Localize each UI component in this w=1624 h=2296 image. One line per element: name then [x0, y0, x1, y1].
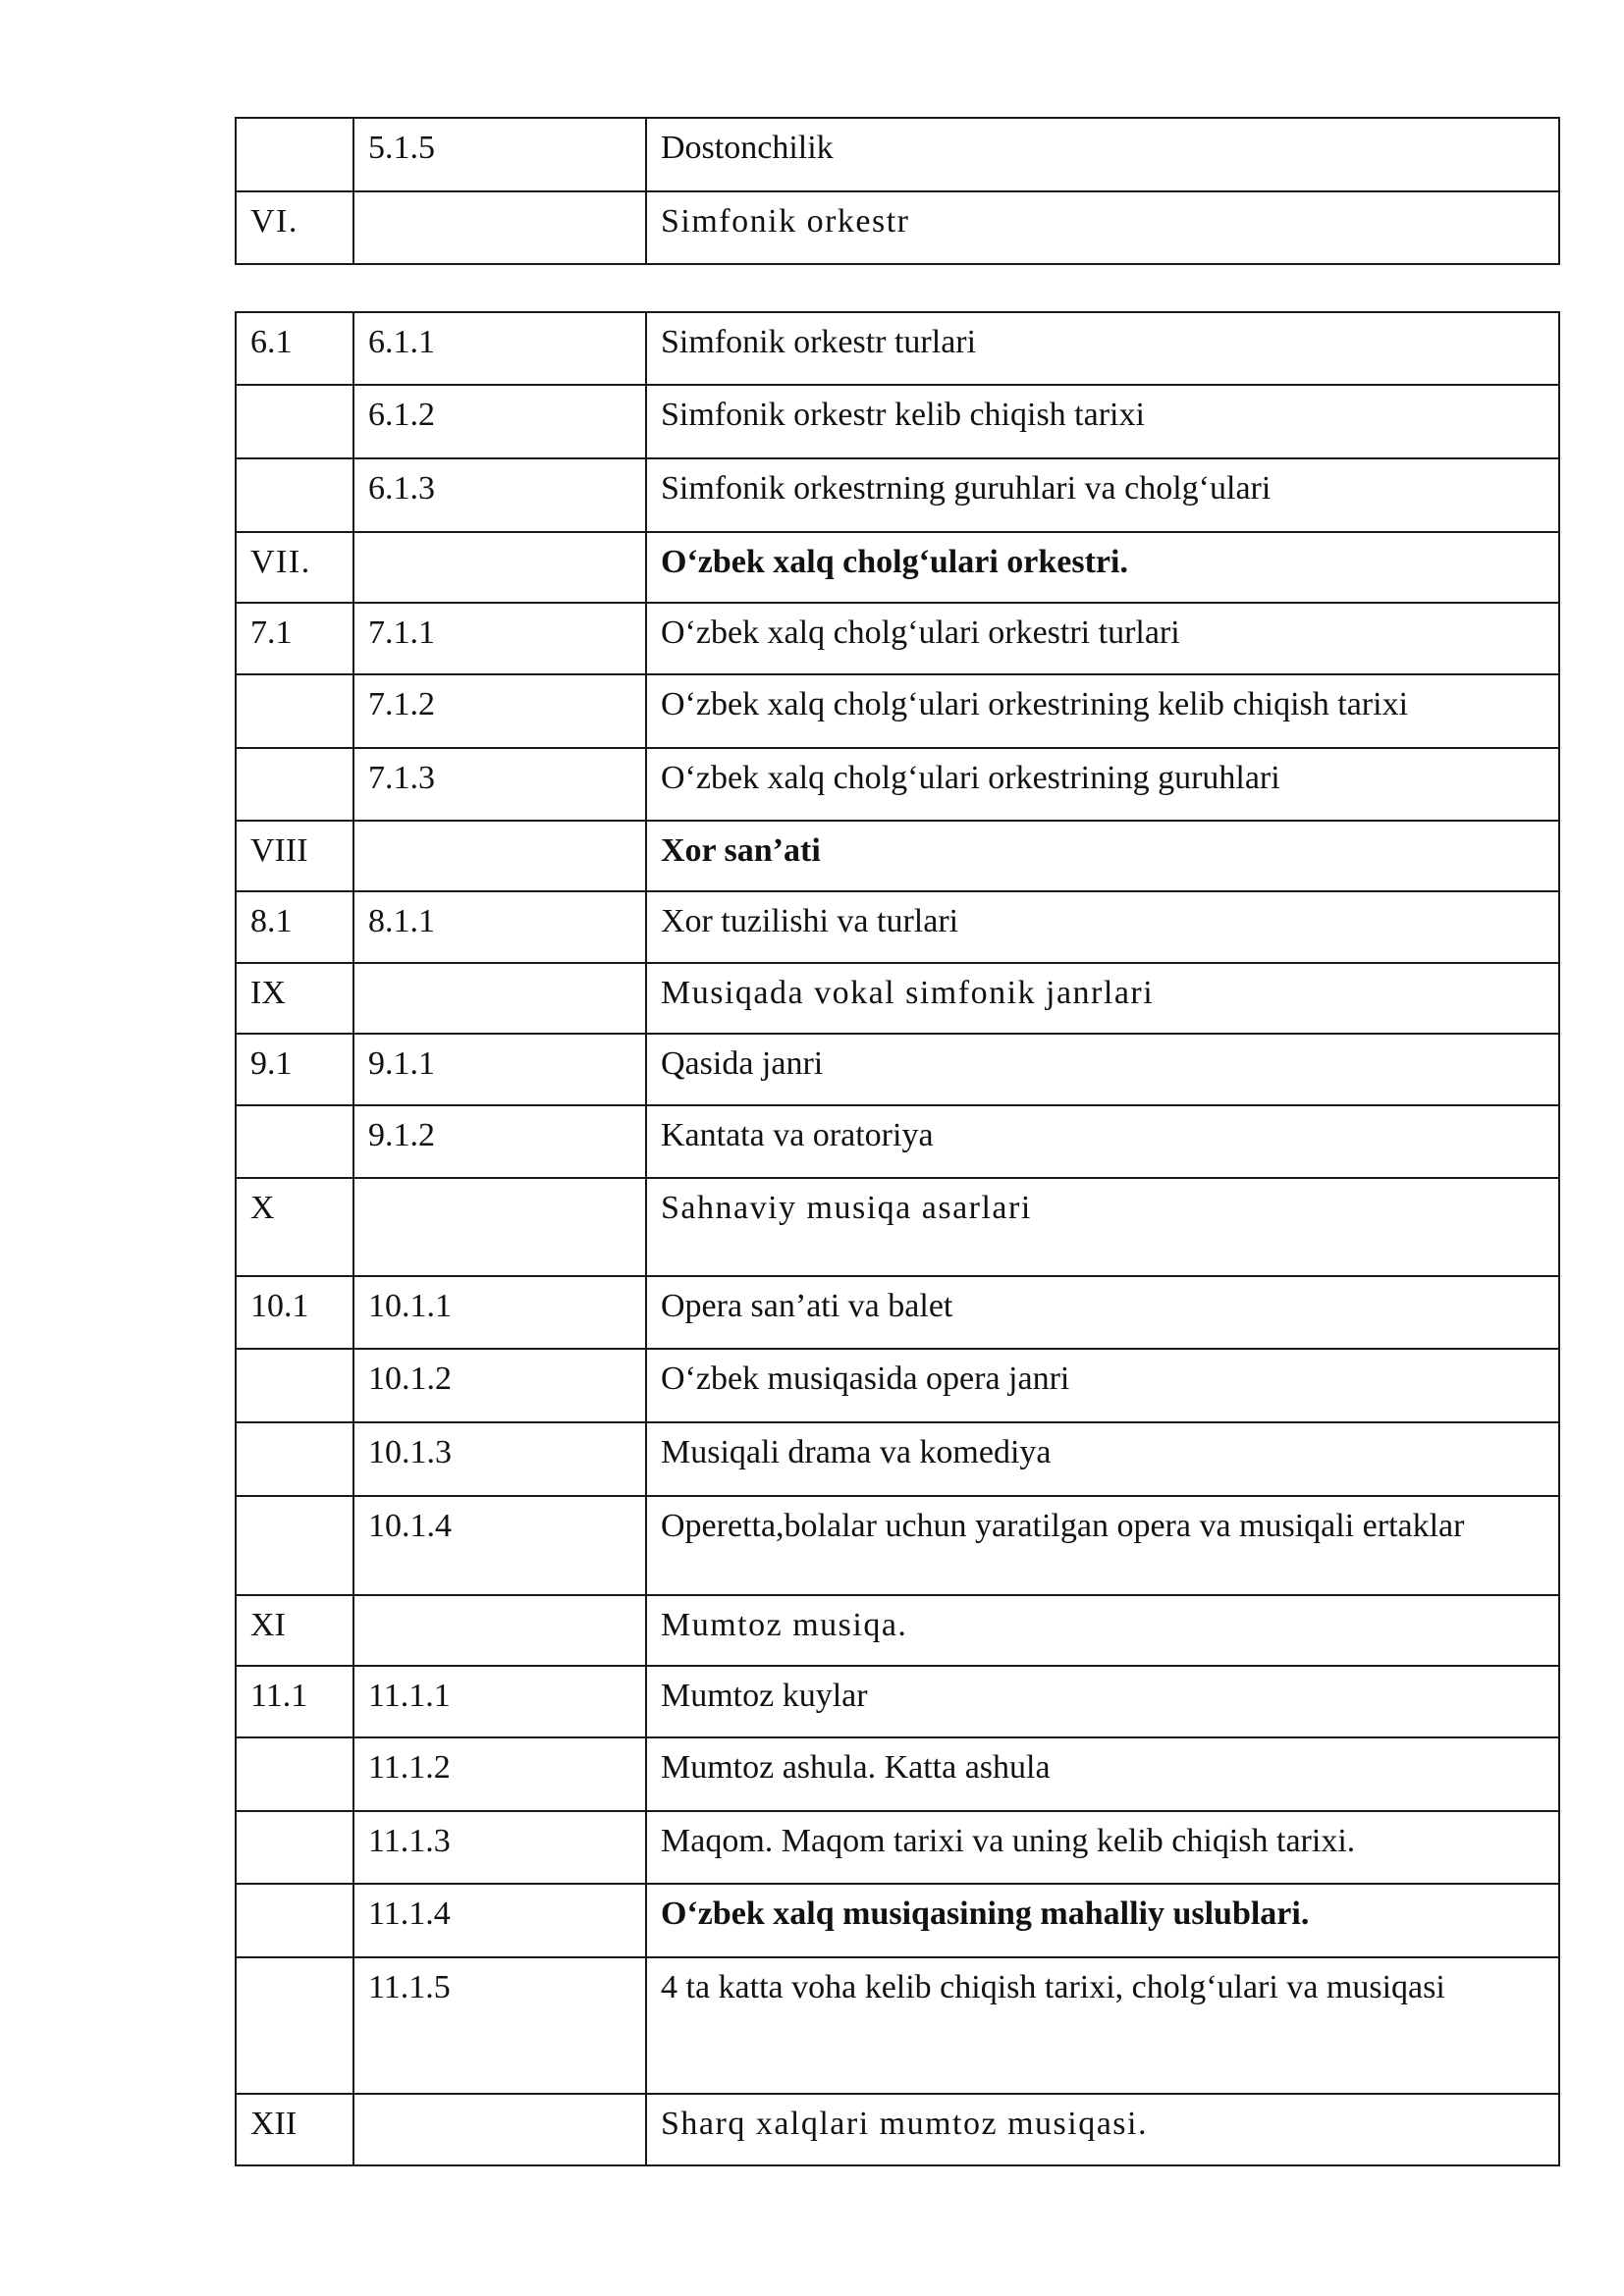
subsection-number-cell: 10.1.3: [353, 1422, 646, 1496]
section-number-cell: [236, 1349, 353, 1422]
subsection-number-cell: 9.1.2: [353, 1105, 646, 1178]
subsection-number-cell: 11.1.1: [353, 1666, 646, 1737]
topic-cell: Kantata va oratoriya: [646, 1105, 1559, 1178]
subsection-number-cell: [353, 1178, 646, 1276]
subsection-number-cell: 11.1.2: [353, 1737, 646, 1811]
topic-cell: O‘zbek xalq cholg‘ulari orkestrining kelib chiqish tarixi: [646, 674, 1559, 748]
section-title-cell: O‘zbek xalq musiqasining mahalliy uslublari.: [646, 1884, 1559, 1957]
subsection-number-cell: 9.1.1: [353, 1034, 646, 1105]
subsection-number-cell: 8.1.1: [353, 891, 646, 963]
topics-table-continuation: [235, 117, 1560, 265]
table-row: [236, 1105, 1559, 1178]
table-row: [236, 2094, 1559, 2165]
subsection-number-cell: [353, 191, 646, 264]
table-row: [236, 1349, 1559, 1422]
table-row: [236, 891, 1559, 963]
section-title-cell: Sahnaviy musiqa asarlari: [646, 1178, 1559, 1276]
section-number-cell: 11.1: [236, 1666, 353, 1737]
section-number-cell: IX: [236, 963, 353, 1034]
topic-cell: Simfonik orkestr kelib chiqish tarixi: [646, 385, 1559, 458]
topic-cell: Mumtoz ashula. Katta ashula: [646, 1737, 1559, 1811]
topic-cell: Simfonik orkestrning guruhlari va cholg‘ulari: [646, 458, 1559, 532]
section-number-cell: 10.1: [236, 1276, 353, 1349]
table-row: [236, 1034, 1559, 1105]
section-number-cell: [236, 1884, 353, 1957]
subsection-number-cell: 11.1.5: [353, 1957, 646, 2094]
table-row: [236, 458, 1559, 532]
table-row: [236, 963, 1559, 1034]
topic-cell: Xor tuzilishi va turlari: [646, 891, 1559, 963]
section-number-cell: [236, 385, 353, 458]
topic-cell: Simfonik orkestr turlari: [646, 312, 1559, 385]
section-number-cell: [236, 1105, 353, 1178]
table-row: [236, 748, 1559, 821]
topics-table: [235, 311, 1560, 2166]
section-title-cell: Musiqada vokal simfonik janrlari: [646, 963, 1559, 1034]
table-row: [236, 191, 1559, 264]
table-row: [236, 385, 1559, 458]
subsection-number-cell: 5.1.5: [353, 118, 646, 191]
section-number-cell: [236, 1496, 353, 1595]
table-row: [236, 821, 1559, 891]
table-row: [236, 1957, 1559, 2094]
subsection-number-cell: 7.1.1: [353, 603, 646, 674]
topic-cell: Dostonchilik: [646, 118, 1559, 191]
section-number-cell: [236, 458, 353, 532]
section-number-cell: XI: [236, 1595, 353, 1666]
table-row: [236, 1811, 1559, 1884]
subsection-number-cell: 6.1.1: [353, 312, 646, 385]
topic-cell: Maqom. Maqom tarixi va uning kelib chiqish tarixi.: [646, 1811, 1559, 1884]
table-row: [236, 1496, 1559, 1595]
table-row: [236, 603, 1559, 674]
subsection-number-cell: 10.1.4: [353, 1496, 646, 1595]
table-row: [236, 1422, 1559, 1496]
section-number-cell: [236, 674, 353, 748]
table-row: [236, 1595, 1559, 1666]
section-number-cell: [236, 118, 353, 191]
subsection-number-cell: 7.1.2: [353, 674, 646, 748]
table-row: [236, 118, 1559, 191]
subsection-number-cell: [353, 1595, 646, 1666]
topic-cell: Operetta,bolalar uchun yaratilgan opera va musiqali ertaklar: [646, 1496, 1559, 1595]
subsection-number-cell: 6.1.3: [353, 458, 646, 532]
topic-cell: 4 ta katta voha kelib chiqish tarixi, cholg‘ulari va musiqasi: [646, 1957, 1559, 2094]
subsection-number-cell: 11.1.4: [353, 1884, 646, 1957]
table-row: [236, 1178, 1559, 1276]
section-number-cell: 6.1: [236, 312, 353, 385]
subsection-number-cell: 6.1.2: [353, 385, 646, 458]
section-title-cell: Xor san’ati: [646, 821, 1559, 891]
topic-cell: Musiqali drama va komediya: [646, 1422, 1559, 1496]
topic-cell: Mumtoz kuylar: [646, 1666, 1559, 1737]
topic-cell: Simfonik orkestr: [646, 191, 1559, 264]
topic-cell: O‘zbek musiqasida opera janri: [646, 1349, 1559, 1422]
topic-cell: O‘zbek xalq cholg‘ulari orkestrining guruhlari: [646, 748, 1559, 821]
topic-cell: O‘zbek xalq cholg‘ulari orkestri turlari: [646, 603, 1559, 674]
subsection-number-cell: [353, 532, 646, 603]
section-number-cell: VII.: [236, 532, 353, 603]
table-row: [236, 1884, 1559, 1957]
table-row: [236, 1276, 1559, 1349]
section-number-cell: VIII: [236, 821, 353, 891]
subsection-number-cell: 10.1.2: [353, 1349, 646, 1422]
section-number-cell: [236, 1737, 353, 1811]
topic-cell: Opera san’ati va balet: [646, 1276, 1559, 1349]
table-row: [236, 1666, 1559, 1737]
table-row: [236, 674, 1559, 748]
section-number-cell: 7.1: [236, 603, 353, 674]
subsection-number-cell: [353, 963, 646, 1034]
table-row: [236, 532, 1559, 603]
section-title-cell: O‘zbek xalq cholg‘ulari orkestri.: [646, 532, 1559, 603]
section-number-cell: [236, 1957, 353, 2094]
section-number-cell: VI.: [236, 191, 353, 264]
subsection-number-cell: 7.1.3: [353, 748, 646, 821]
topic-cell: Qasida janri: [646, 1034, 1559, 1105]
section-title-cell: Mumtoz musiqa.: [646, 1595, 1559, 1666]
section-number-cell: [236, 1811, 353, 1884]
section-number-cell: [236, 1422, 353, 1496]
subsection-number-cell: [353, 821, 646, 891]
section-number-cell: 9.1: [236, 1034, 353, 1105]
section-number-cell: [236, 748, 353, 821]
subsection-number-cell: [353, 2094, 646, 2165]
table-row: [236, 312, 1559, 385]
section-title-cell: Sharq xalqlari mumtoz musiqasi.: [646, 2094, 1559, 2165]
section-number-cell: 8.1: [236, 891, 353, 963]
subsection-number-cell: 11.1.3: [353, 1811, 646, 1884]
table-row: [236, 1737, 1559, 1811]
section-number-cell: X: [236, 1178, 353, 1276]
subsection-number-cell: 10.1.1: [353, 1276, 646, 1349]
section-number-cell: XII: [236, 2094, 353, 2165]
